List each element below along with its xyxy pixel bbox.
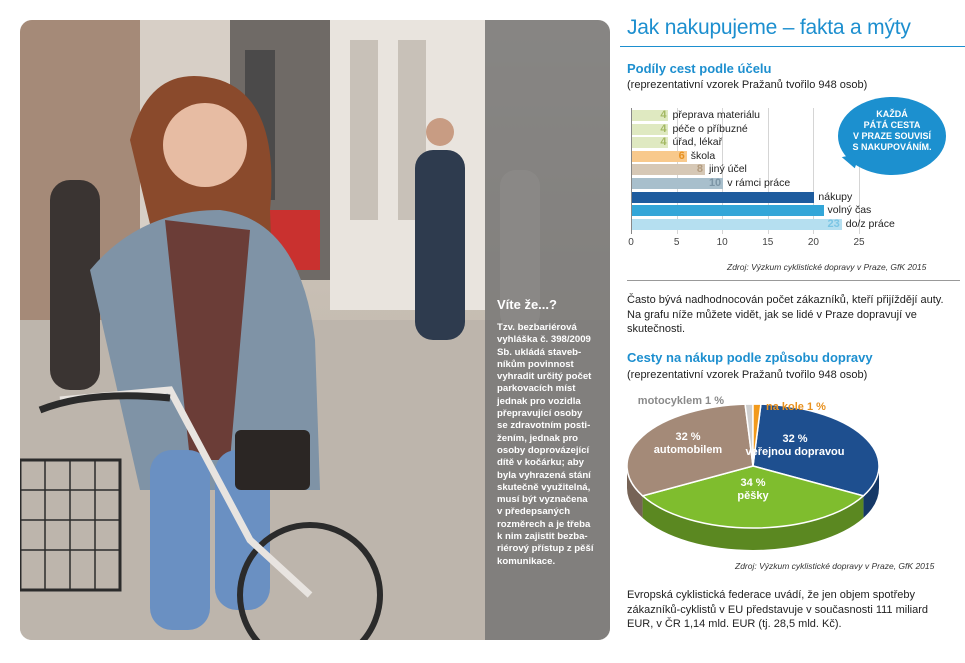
pie-slice-label: 32 % automobilem — [653, 431, 723, 456]
bar-category-label: do/z práce — [845, 217, 895, 230]
section1-title: Podíly cest podle účelu — [627, 61, 772, 76]
x-tick-label: 0 — [628, 237, 634, 249]
bar-value-label: 6 — [678, 149, 685, 162]
page-title: Jak nakupujeme – fakta a mýty — [627, 16, 911, 39]
x-tick-label: 5 — [673, 237, 680, 249]
pie-slice-label: motocyklem 1 % — [637, 395, 724, 407]
bar — [632, 219, 842, 230]
title-divider — [620, 46, 965, 47]
section-divider — [627, 280, 960, 281]
section2-source: Zdroj: Výzkum cyklistické dopravy v Praze, GfK 2015 — [735, 561, 935, 571]
bar-value-label: 4 — [660, 122, 667, 135]
bar-category-label: škola — [690, 149, 716, 162]
bar-value-label: 8 — [696, 163, 703, 176]
paragraph-2: Evropská cyklistická federace uvádí, že jen objem spotřeby zákazníků-cyklistů v EU představuje v současnosti 111 miliard EUR, v ČR 1,14 mld. EUR (tj. 28,5 mld. Kč). — [627, 589, 928, 630]
bar-value-label: 10 — [708, 177, 722, 189]
x-tick-label: 10 — [716, 237, 728, 249]
bar-value-label: 23 — [827, 217, 840, 230]
bar-value-label: 4 — [660, 136, 667, 149]
bar — [632, 205, 824, 216]
bar-value-label: 4 — [660, 109, 667, 121]
x-tick-label: 25 — [853, 237, 865, 249]
bar-category-label: v rámci práce — [727, 177, 791, 189]
pie-slice-label: na kole 1 % — [766, 401, 826, 413]
bar-category-label: péče o příbuzné — [672, 122, 748, 135]
sidebox-title: Víte že...? — [497, 297, 557, 312]
x-tick-label: 15 — [762, 237, 774, 249]
section2-title: Cesty na nákup podle způsobu dopravy — [627, 350, 873, 365]
bar — [632, 192, 814, 203]
info-bubble: KAŽDÁ PÁTÁ CESTA V PRAZE SOUVISÍ S NAKUPOVÁNÍM. — [838, 97, 946, 175]
bar-category-label: jiný účel — [708, 163, 747, 176]
pie-slice-label: 34 % pěšky — [737, 477, 769, 502]
x-tick-label: 20 — [807, 237, 819, 249]
section2-subtitle: (reprezentativní vzorek Pražanů tvořilo 948 osob) — [627, 369, 868, 381]
paragraph-1: Často bývá nadhodnocován počet zákazníků, kteří přijíždějí auty. Na grafu níže můžete vidět, jak se lidé v Praze dopravují ve skutečnosti. — [627, 294, 944, 335]
bar-category-label: přeprava materiálu — [672, 109, 761, 121]
section1-source: Zdroj: Výzkum cyklistické dopravy v Praze, GfK 2015 — [727, 262, 927, 272]
bar-value-label: 20 — [800, 190, 813, 203]
section1-subtitle: (reprezentativní vzorek Pražanů tvořilo 948 osob) — [627, 79, 868, 91]
sidebox-text: Tzv. bezbariérová vyhláška č. 398/2009 Sb. ukládá staveb- níkům povinnost vyhradit určitý počet parkovacích míst jednak pro vozidla přepravující osoby se zdravotním posti- žením, jednak pro osoby doprovázející dítě v kočárku; aby byla vyhrazená stání skutečně využitelná, musí být vyznačena v předepsaných rozměrech a je třeba k nim zajistit bezba- riérový přístup z pěší komunikace. — [497, 322, 594, 567]
bar-value-label: 21 — [809, 204, 822, 217]
transport-mode-pie-chart — [620, 388, 960, 568]
bar-category-label: úřad, lékař — [672, 136, 723, 149]
bar-category-label: volný čas — [827, 204, 872, 217]
bar-category-label: nákupy — [818, 190, 853, 203]
pie-slice-label: 32 % veřejnou dopravou — [745, 433, 845, 458]
